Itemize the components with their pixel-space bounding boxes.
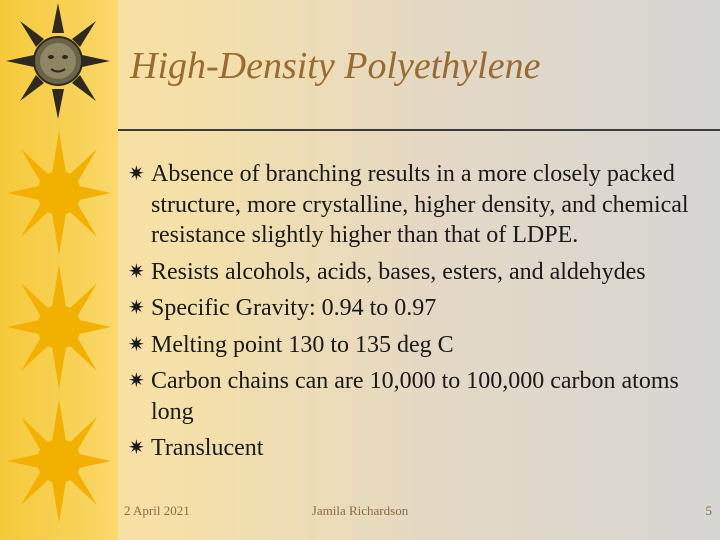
- footer-author: Jamila Richardson: [311, 503, 409, 518]
- bullet-star-icon: ✷: [128, 297, 145, 319]
- footer-date: 2 April 2021: [124, 503, 190, 518]
- sun-burst-icon: [4, 262, 114, 392]
- bullet-star-icon: ✷: [128, 437, 145, 459]
- bullet-list: [128, 159, 713, 470]
- bullet-star-icon: ✷: [128, 260, 145, 283]
- title-divider: [118, 129, 720, 131]
- bullet-item: ✷ Melting point 130 to 135 deg C: [128, 330, 713, 361]
- footer-page-number: 5: [705, 503, 712, 518]
- bullet-star-icon: ✷: [128, 333, 145, 356]
- bullet-star-icon: ✷: [128, 163, 145, 185]
- bullet-star-icon: ✷: [128, 370, 145, 392]
- sun-face-icon: [4, 2, 112, 120]
- bullet-item: ✷ Resists alcohols, acids, bases, esters, and aldehydes: [128, 257, 713, 288]
- bullet-item: ✷ Absence of branching results in a more closely packed structure, more crystalline, higher density, and chemical resistance slightly higher than that of LDPE.: [128, 161, 689, 248]
- sun-burst-icon: [4, 128, 114, 258]
- bullet-item: ✷ Specific Gravity: 0.94 to 0.97: [128, 293, 713, 324]
- slide-title: High-Density Polyethylene: [130, 45, 541, 87]
- bullet-item: ✷ Carbon chains can are 10,000 to 100,000 carbon atoms long: [128, 368, 679, 425]
- bullet-item: ✷ Translucent: [128, 433, 713, 464]
